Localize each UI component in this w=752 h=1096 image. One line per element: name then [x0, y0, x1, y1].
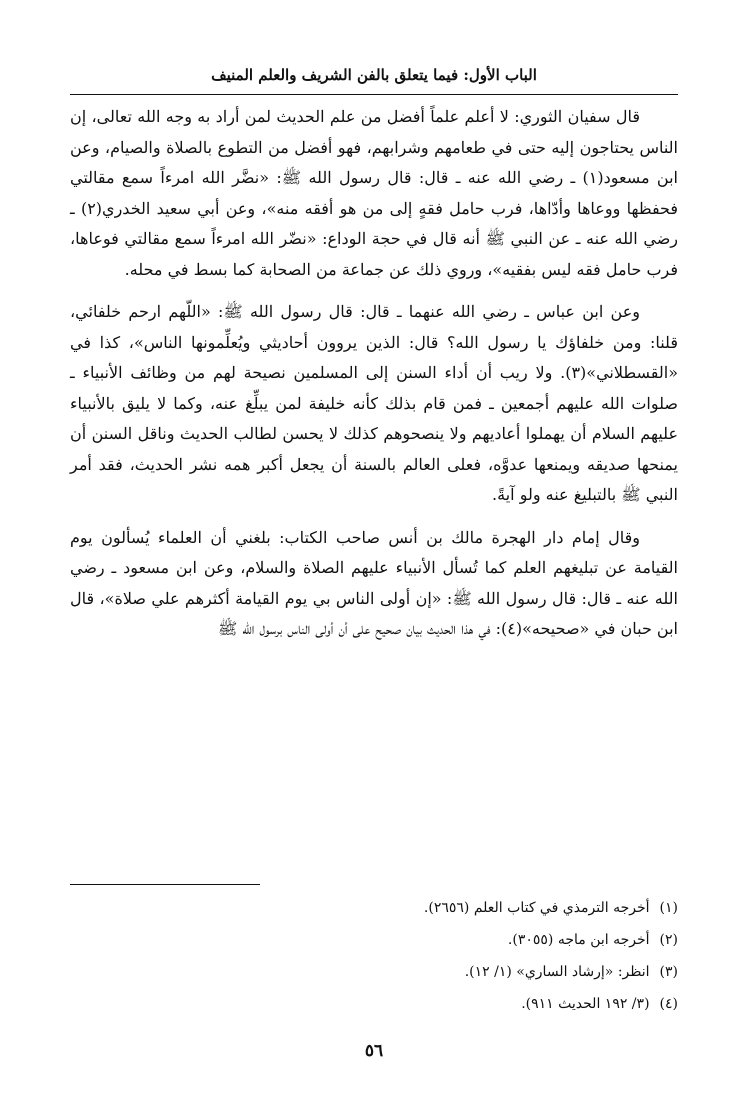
footnotes-list: [70, 892, 678, 1020]
running-header: الباب الأول: فيما يتعلق بالفن الشريف والعلم المنيف: [211, 66, 537, 84]
footnote-item: [70, 956, 678, 988]
paragraph: وعن ابن عباس ـ رضي الله عنهما ـ قال: قال رسول الله ﷺ: «اللّهم ارحم خلفائي، قلنا: ومن خلفاؤك يا رسول الله؟ قال: الذين يروون أحاديثي ويُعلِّمونها الناس»، كذا في «القسطلاني»(٣). ولا ريب أن أداء السنن إلى المسلمين نصيحة لهم من وظائف الأنبياء ـ صلوات الله عليهم أجمعين ـ فمن قام بذلك كأنه خليفة لمن يبلِّغ عنه، وكما لا يليق بالأنبياء عليهم السلام أن يهملوا أعاديهم ولا ينصحوهم كذلك لا يحسن لطالب الحديث وناقل السنن أن يمنحها صديقه ويمنعها عدوَّه، فعلى العالم بالسنة أن يجعل أكبر همه نشر الحديث، فقد أمر النبي ﷺ بالتبليغ عنه ولو آيةً.: [70, 302, 678, 504]
paragraph: وقال إمام دار الهجرة مالك بن أنس صاحب الكتاب: بلغني أن العلماء يُسألون يوم القيامة عن تبليغهم العلم كما تُسأل الأنبياء عليهم الصلاة والسلام، وعن ابن مسعود ـ رضي الله عنه ـ قال: قال رسول الله ﷺ: «إن أولى الناس بي يوم القيامة أكثرهم علي صلاة»، قال ابن حبان في «صحيحه»(٤): في هذا الحديث بيان صحيح على أن أولى الناس برسول الله ﷺ: [70, 527, 678, 638]
footnote-item: [70, 924, 678, 956]
footnote-separator: [70, 884, 260, 885]
footnote-mark: (٣): [659, 964, 678, 980]
footnote-mark: (١): [659, 900, 678, 916]
footnote-mark: (٤): [659, 996, 678, 1012]
footnote-item: [70, 988, 678, 1020]
page-number: ٥٦: [364, 1041, 384, 1061]
book-page: [70, 58, 678, 1068]
footnote-text: أخرجه الترمذي في كتاب العلم (٢٦٥٦).: [423, 900, 650, 916]
paragraph: قال سفيان الثوري: لا أعلم علماً أفضل من علم الحديث لمن أراد به وجه الله تعالى، إن الناس يحتاجون إليه حتى في طعامهم وشرابهم، فهو أفضل من التطوع بالصلاة والصيام، وعن ابن مسعود(١) ـ رضي الله عنه ـ قال: قال رسول الله ﷺ: «نضَّر الله امرءاً سمع مقالتي فحفظها ووعاها وأدّاها، فرب حامل فقهٍ إلى من هو أفقه منه»، وعن أبي سعيد الخدري(٢) ـ رضي الله عنه ـ عن النبي ﷺ أنه قال في حجة الوداع: «نضّر الله امرءاً سمع مقالتي فوعاها، فرب حامل فقه ليس بفقيه»، وروي ذلك عن جماعة من الصحابة كما بسط في محله.: [70, 107, 679, 279]
footnote-item: [70, 892, 678, 924]
footnote-text: انظر: «إرشاد الساري» (١/ ١٢).: [464, 964, 650, 980]
footnote-text: (٣/ ١٩٢ الحديث ٩١١).: [521, 996, 650, 1012]
body-text: [70, 102, 678, 645]
footnote-text: أخرجه ابن ماجه (٣٠٥٥).: [507, 932, 650, 948]
header-rule: [70, 94, 678, 95]
footnote-mark: (٢): [659, 932, 678, 948]
